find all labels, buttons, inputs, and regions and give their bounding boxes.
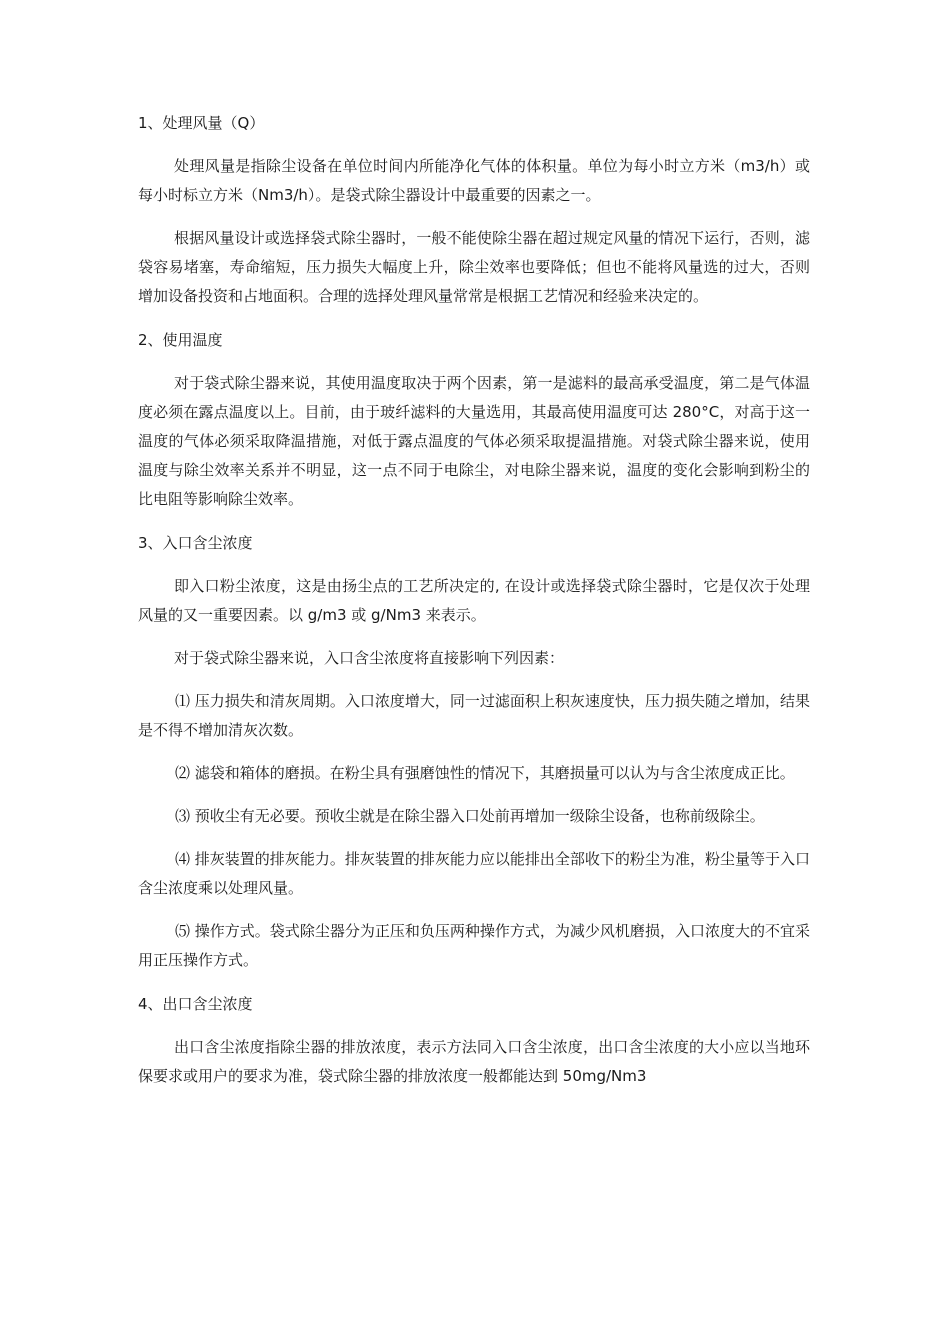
section-outlet-dust-concentration (138, 989, 810, 1091)
list-item: ⑷ 排灰装置的排灰能力。排灰装置的排灰能力应以能排出全部收下的粉尘为准，粉尘量等于入口含尘浓度乘以处理风量。 (138, 850, 810, 897)
paragraph: 根据风量设计或选择袋式除尘器时，一般不能使除尘器在超过规定风量的情况下运行，否则，滤袋容易堵塞，寿命缩短，压力损失大幅度上升，除尘效率也要降低；但也不能将风量选的过大，否则增加设备投资和占地面积。合理的选择处理风量常常是根据工艺情况和经验来决定的。 (138, 229, 810, 305)
section-heading: 4、出口含尘浓度 (138, 995, 253, 1013)
section-heading: 3、入口含尘浓度 (138, 534, 253, 552)
list-item: ⑸ 操作方式。袋式除尘器分为正压和负压两种操作方式，为减少风机磨损，入口浓度大的不宜采用正压操作方式。 (138, 922, 810, 969)
section-heading: 2、使用温度 (138, 331, 223, 349)
section-inlet-dust-concentration (138, 528, 810, 975)
paragraph: 即入口粉尘浓度，这是由扬尘点的工艺所决定的, 在设计或选择袋式除尘器时，它是仅次于处理风量的又一重要因素。以 g/m3 或 g/Nm3 来表示。 (138, 577, 810, 624)
list-item: ⑶ 预收尘有无必要。预收尘就是在除尘器入口处前再增加一级除尘设备，也称前级除尘。 (175, 807, 765, 825)
paragraph: 出口含尘浓度指除尘器的排放浓度，表示方法同入口含尘浓度，出口含尘浓度的大小应以当地环保要求或用户的要求为准，袋式除尘器的排放浓度一般都能达到 50mg/Nm3 (138, 1038, 810, 1085)
list-item: ⑴ 压力损失和清灰周期。入口浓度增大，同一过滤面积上积灰速度快，压力损失随之增加，结果是不得不增加清灰次数。 (138, 692, 810, 739)
paragraph: 对于袋式除尘器来说，其使用温度取决于两个因素，第一是滤料的最高承受温度，第二是气体温度必须在露点温度以上。目前，由于玻纤滤料的大量选用，其最高使用温度可达 280°C，对高于这一温度的气体必须采取降温措施，对低于露点温度的气体必须采取提温措施。对袋式除尘器来说，使用温度与除尘效率关系并不明显，这一点不同于电除尘，对电除尘器来说，温度的变化会影响到粉尘的比电阻等影响除尘效率。 (138, 374, 810, 508)
list-item: ⑵ 滤袋和箱体的磨损。在粉尘具有强磨蚀性的情况下，其磨损量可以认为与含尘浓度成正比。 (175, 764, 795, 782)
section-air-volume (138, 108, 810, 311)
section-heading: 1、处理风量（Q） (138, 114, 265, 132)
paragraph: 处理风量是指除尘设备在单位时间内所能净化气体的体积量。单位为每小时立方米（m3/h）或每小时标立方米（Nm3/h）。是袋式除尘器设计中最重要的因素之一。 (138, 157, 810, 204)
paragraph: 对于袋式除尘器来说，入口含尘浓度将直接影响下列因素： (174, 649, 565, 667)
section-operating-temperature (138, 325, 810, 514)
document-page (138, 108, 810, 1105)
